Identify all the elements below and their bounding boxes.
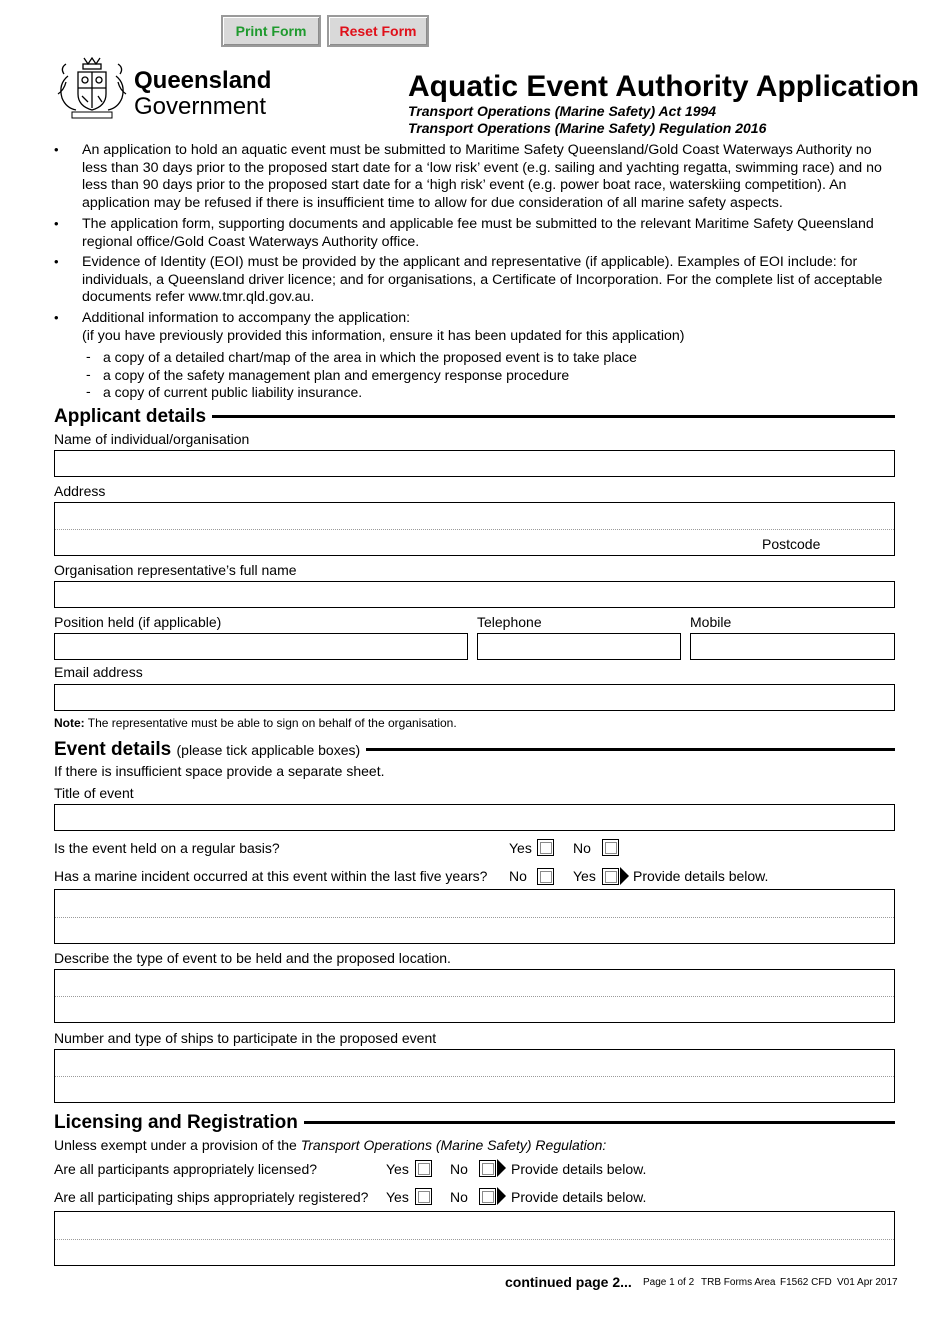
exempt-regulation: Transport Operations (Marine Safety) Regulation: [300,1137,607,1153]
exempt-prefix: Unless exempt under a provision of the [54,1137,301,1153]
ships-label: Number and type of ships to participate in the proposed event [54,1030,437,1046]
address-label: Address [54,483,106,499]
telephone-label: Telephone [477,614,542,630]
name-field[interactable] [54,450,895,477]
licensed-no-checkbox[interactable] [479,1160,496,1177]
registered-provide-details: Provide details below. [511,1189,647,1205]
regular-yes-checkbox[interactable] [537,839,554,856]
act-reference: Transport Operations (Marine Safety) Act 1994 [408,103,717,119]
incident-no-label: No [509,868,527,884]
email-label: Email address [54,664,143,680]
bullet-marker: • [54,142,59,157]
field-divider [55,1239,894,1240]
title-of-event-label: Title of event [54,785,134,801]
page-number: Page 1 of 2 [643,1277,695,1288]
coat-of-arms-icon [54,54,130,120]
bullet-item: The application form, supporting documents and applicable fee must be submitted to the relevant Maritime Safety Queensland regional office/Gold Coast Waterways Authority office. [82,216,874,250]
licensed-no-label: No [450,1161,468,1177]
incident-yes-label: Yes [573,868,596,884]
page-title: Aquatic Event Authority Application [408,70,920,103]
mobile-label: Mobile [690,614,732,630]
exempt-note [54,1137,606,1153]
regular-no-label: No [573,840,591,856]
regular-yes-label: Yes [509,840,532,856]
registered-no-label: No [450,1189,468,1205]
describe-event-label: Describe the type of event to be held and the proposed location. [54,950,451,966]
licensed-yes-label: Yes [386,1161,409,1177]
registered-no-checkbox[interactable] [479,1188,496,1205]
registered-yes-label: Yes [386,1189,409,1205]
licensed-question: Are all participants appropriately licensed? [54,1161,318,1177]
sub-item: a copy of current public liability insurance. [103,384,363,400]
continued-page-note: continued page 2... [505,1274,632,1290]
mobile-field[interactable] [690,633,895,660]
address-field[interactable] [54,502,895,556]
note-bold: Note: [54,716,85,730]
field-divider [55,996,894,997]
brand-line-1: Queensland [134,67,272,94]
name-label: Name of individual/organisation [54,431,250,447]
bullet-item: Evidence of Identity (EOI) must be provided by the applicant and representative (if applicable). Examples of EOI include: for individuals, a Queensland driver licence; and for organisations, a Certificate of Incorporation. For the complete list of acceptable documents refer www.tmr.qld.gov.au. [82,254,883,305]
ships-field[interactable] [54,1049,895,1103]
title-of-event-field[interactable] [54,804,895,831]
form-code: F1562 CFD [780,1277,832,1288]
event-heading-note: (please tick applicable boxes) [176,742,361,758]
form-version: V01 Apr 2017 [837,1277,898,1288]
incident-question: Has a marine incident occurred at this event within the last five years? [54,868,488,884]
bullet-marker: • [54,254,59,269]
describe-event-field[interactable] [54,969,895,1023]
registered-yes-checkbox[interactable] [415,1188,432,1205]
licensing-heading: Licensing and Registration [54,1112,304,1134]
event-heading-text: Event details [54,739,172,760]
incident-provide-details: Provide details below. [633,868,769,884]
rep-name-field[interactable] [54,581,895,608]
registered-question: Are all participating ships appropriately registered? [54,1189,369,1205]
applicant-heading: Applicant details [54,406,212,428]
event-heading [54,739,366,761]
sub-item: a copy of a detailed chart/map of the area in which the proposed event is to take place [103,349,637,365]
licensed-provide-details: Provide details below. [511,1161,647,1177]
field-divider [55,1076,894,1077]
representative-note [54,716,457,730]
dash-marker: - [86,366,91,382]
queensland-crest-logo [54,54,130,120]
regular-basis-question: Is the event held on a regular basis? [54,840,280,856]
incident-no-checkbox[interactable] [537,868,554,885]
note-text: The representative must be able to sign on behalf of the organisation. [84,716,457,730]
position-label: Position held (if applicable) [54,614,222,630]
field-divider [55,529,894,530]
reset-form-button[interactable]: Reset Form [327,15,429,47]
position-field[interactable] [54,633,468,660]
regular-no-checkbox[interactable] [602,839,619,856]
bullet-note: (if you have previously provided this information, ensure it has been updated for this application) [82,328,685,344]
incident-details-field[interactable] [54,889,895,944]
licensing-details-field[interactable] [54,1211,895,1266]
arrow-right-icon [620,867,629,885]
rep-name-label: Organisation representative’s full name [54,562,297,578]
telephone-field[interactable] [477,633,681,660]
field-divider [55,917,894,918]
licensed-yes-checkbox[interactable] [415,1160,432,1177]
sub-item: a copy of the safety management plan and emergency response procedure [103,367,570,383]
arrow-right-icon [497,1187,506,1205]
forms-area: TRB Forms Area [701,1277,776,1288]
bullet-item: An application to hold an aquatic event must be submitted to Maritime Safety Queensland/Gold Coast Waterways Authority no less than 30 days prior to the proposed start date for a ‘low risk’ event (e.g. sailing and yachting regatta, swimming race) and no less than 90 days prior to the proposed start date for a ‘high risk’ event (e.g. power boat race, waterskiing competition). An application may be refused if there is insufficient time to allow for due consideration of all marine safety aspects. [82,142,882,211]
space-note: If there is insufficient space provide a separate sheet. [54,763,385,779]
incident-yes-checkbox[interactable] [602,868,619,885]
brand-line-2: Government [134,93,267,120]
bullet-marker: • [54,216,59,231]
dash-marker: - [86,383,91,399]
print-form-button[interactable]: Print Form [221,15,321,47]
postcode-label: Postcode [762,536,821,552]
email-field[interactable] [54,684,895,711]
dash-marker: - [86,348,91,364]
arrow-right-icon [497,1159,506,1177]
bullet-marker: • [54,310,59,325]
bullet-item: Additional information to accompany the application: [82,310,411,326]
regulation-reference: Transport Operations (Marine Safety) Regulation 2016 [408,120,767,136]
